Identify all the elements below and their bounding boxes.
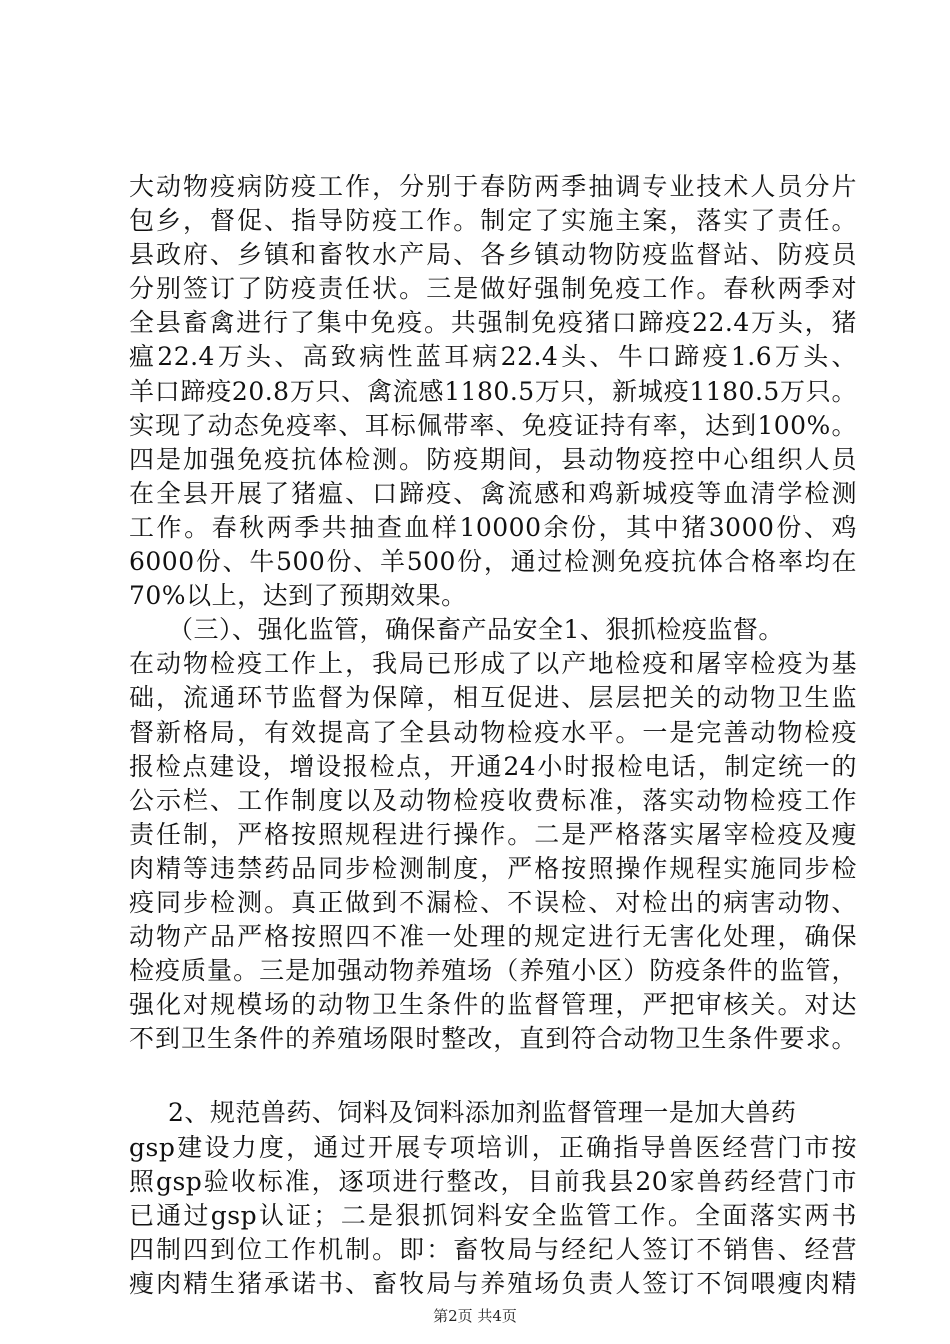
text-line: 四制四到位工作机制。即：畜牧局与经纪人签订不销售、经营 <box>129 1234 857 1264</box>
text-line: 羊口蹄疫20.8万只、禽流感1180.5万只，新城疫1180.5万只。 <box>129 376 857 406</box>
text-line: 动物产品严格按照四不准一处理的规定进行无害化处理，确保 <box>129 922 857 952</box>
text-line: 工作。春秋两季共抽查血样10000余份，其中猪3000份、鸡 <box>129 512 857 542</box>
page-number-label: 第2页 共4页 <box>433 1307 517 1325</box>
page-footer <box>0 1306 950 1326</box>
text-line: 6000份、牛500份、羊500份，通过检测免疫抗体合格率均在 <box>129 547 857 577</box>
text-line: 疫同步检测。真正做到不漏检、不误检、对检出的病害动物、 <box>129 887 857 917</box>
text-line: 瘦肉精生猪承诺书、畜牧局与养殖场负责人签订不饲喂瘦肉精 <box>129 1268 857 1298</box>
text-line: 报检点建设，增设报检点，开通24小时报检电话，制定统一的 <box>129 751 857 781</box>
text-line: 不到卫生条件的养殖场限时整改，直到符合动物卫生条件要求。 <box>129 1024 857 1054</box>
text-line: 全县畜禽进行了集中免疫。共强制免疫猪口蹄疫22.4万头，猪 <box>129 308 857 338</box>
text-line: 强化对规模场的动物卫生条件的监督管理，严把审核关。对达 <box>129 990 857 1020</box>
text-line: 四是加强免疫抗体检测。防疫期间，县动物疫控中心组织人员 <box>129 444 857 474</box>
paragraph-gap <box>129 1056 857 1096</box>
text-line: 县政府、乡镇和畜牧水产局、各乡镇动物防疫监督站、防疫员 <box>129 240 857 270</box>
text-line: 70%以上，达到了预期效果。 <box>129 581 467 611</box>
paragraph-immunization <box>129 170 857 613</box>
text-line: 在动物检疫工作上，我局已形成了以产地检疫和屠宰检疫为基 <box>129 649 857 679</box>
text-line: 督新格局，有效提高了全县动物检疫水平。一是完善动物检疫 <box>129 717 857 747</box>
text-line: 照gsp验收标准，逐项进行整改，目前我县20家兽药经营门市 <box>129 1166 857 1196</box>
text-line: 瘟22.4万头、高致病性蓝耳病22.4头、牛口蹄疫1.6万头、 <box>129 342 857 372</box>
text-line: 肉精等违禁药品同步检测制度，严格按照操作规程实施同步检 <box>129 853 857 883</box>
text-line: 在全县开展了猪瘟、口蹄疫、禽流感和鸡新城疫等血清学检测 <box>129 478 857 508</box>
text-line: 分别签订了防疫责任状。三是做好强制免疫工作。春秋两季对 <box>129 274 857 304</box>
text-line: 检疫质量。三是加强动物养殖场（养殖小区）防疫条件的监管， <box>129 956 857 986</box>
text-line: （三）、强化监管，确保畜产品安全1、狠抓检疫监督。 <box>168 615 784 645</box>
text-line: 责任制，严格按照规程进行操作。二是严格落实屠宰检疫及瘦 <box>129 819 857 849</box>
text-line: 础，流通环节监督为保障，相互促进、层层把关的动物卫生监 <box>129 683 857 713</box>
text-line: 已通过gsp认证；二是狠抓饲料安全监管工作。全面落实两书 <box>129 1200 857 1230</box>
document-body <box>129 170 857 1301</box>
paragraph-veterinary-drugs <box>129 1096 857 1301</box>
text-line: 公示栏、工作制度以及动物检疫收费标准，落实动物检疫工作 <box>129 785 857 815</box>
paragraph-supervision <box>129 613 857 1056</box>
text-line: 大动物疫病防疫工作，分别于春防两季抽调专业技术人员分片 <box>129 172 857 201</box>
text-line: 包乡，督促、指导防疫工作。制定了实施主案，落实了责任。 <box>129 206 857 236</box>
text-line: 2、规范兽药、饲料及饲料添加剂监督管理一是加大兽药 <box>168 1098 797 1128</box>
text-line: 实现了动态免疫率、耳标佩带率、免疫证持有率，达到100%。 <box>129 410 857 440</box>
text-line: gsp建设力度，通过开展专项培训，正确指导兽医经营门市按 <box>129 1132 857 1162</box>
